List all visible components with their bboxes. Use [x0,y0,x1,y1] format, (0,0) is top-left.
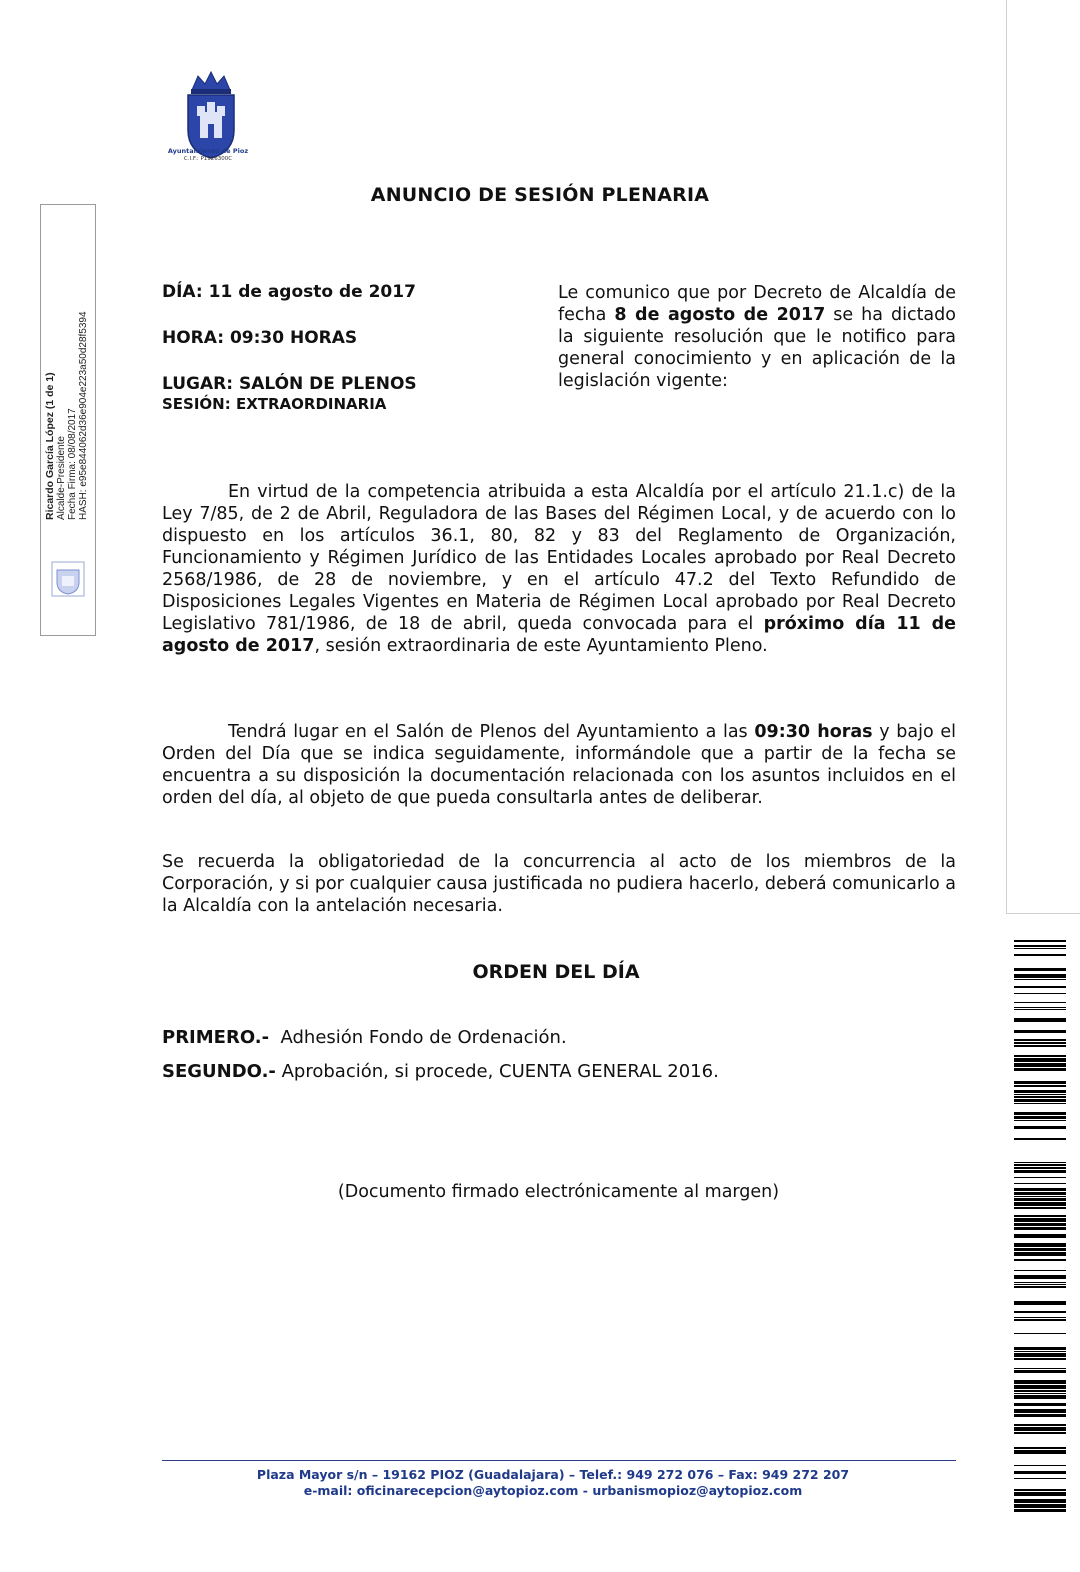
paragraph-competencia [162,481,956,657]
intro-date: 8 de agosto de 2017 [614,305,826,325]
agenda-item-text: Adhesión Fondo de Ordenación. [280,1027,567,1048]
agenda-item-label: PRIMERO.- [162,1027,270,1048]
barcode-icon [1014,940,1066,1515]
p1-date: próximo día 11 de agosto de 2017 [162,614,956,656]
agenda-title: ORDEN DEL DÍA [472,961,640,983]
signer-role: Alcalde-Presidente [56,436,67,520]
intro-after: se ha dictado la siguiente resolución que le notifico para general conocimiento y en aplicación de la legislación vigente: [558,305,956,391]
agenda-item [162,1061,719,1082]
entity-cif: C.I.F.: P1926300C [183,156,233,162]
session-place: LUGAR: SALÓN DE PLENOS [162,374,417,394]
intro-before: Le comunico que por Decreto de Alcaldía de fecha [558,283,956,325]
agenda-item-label: SEGUNDO.- [162,1061,276,1082]
session-time: HORA: 09:30 HORAS [162,328,358,348]
p1-after: , sesión extraordinaria de este Ayuntamiento Pleno. [314,636,768,656]
agenda-item [162,1027,567,1048]
intro-text [558,282,956,392]
footer-address: Plaza Mayor s/n – 19162 PIOZ (Guadalajara) – Telef.: 949 272 076 – Fax: 949 272 207 [256,1467,850,1482]
margin-line [1006,0,1007,914]
p1-before: En virtud de la competencia atribuida a esta Alcaldía por el artículo 21.1.c) de la Ley 7/85, de 2 de Abril, Reguladora de las Bases del Régimen Local, y de acuerdo con lo dispuesto en los artículos 36.1, 80, 82 y 83 del Reglamento de Organización, Funcionamiento y Régimen Jurídico de las Entidades Locales aprobado por Real Decreto 2568/1986, de 28 de noviembre, y en el artículo 47.2 del Texto Refundido de Disposiciones Legales Vigentes en Materia de Régimen Local aprobado por Real Decreto Legislativo 781/1986, de 18 de abril, queda convocada para el [162,482,956,634]
footer-divider [162,1460,956,1461]
footer-emails: e-mail: oficinarecepcion@aytopioz.com - urbanismopioz@aytopioz.com [303,1483,803,1498]
signature-hash: HASH: e95e844062d36e904e223a50d28f5394 [78,311,89,520]
p2-after: y bajo el Orden del Día que se indica seguidamente, informándole que a partir de la fecha se encuentra a su disposición la documentación relacionada con los asuntos incluidos en el orden del día, al objeto de que pueda consultarla antes de deliberar. [162,722,956,808]
paragraph-lugar [162,721,956,809]
agenda-item-text: Aprobación, si procede, CUENTA GENERAL 2016. [281,1061,719,1082]
signed-note: (Documento firmado electrónicamente al margen) [337,1182,780,1202]
signature-seal-icon [48,560,88,598]
p2-before: Tendrá lugar en el Salón de Plenos del Ayuntamiento a las [228,722,755,742]
document-title: ANUNCIO DE SESIÓN PLENARIA [370,184,710,206]
entity-name: Ayuntamiento de Pioz [167,147,249,155]
session-type: SESIÓN: EXTRAORDINARIA [162,395,387,413]
signer-name: Ricardo García López (1 de 1) [44,372,56,520]
signature-text [45,311,89,520]
paragraph-concurrencia: Se recuerda la obligatoriedad de la concurrencia al acto de los miembros de la Corporación, y si por cualquier causa justificada no pudiera hacerlo, deberá comunicarlo a la Alcaldía con la antelación necesaria. [162,852,956,916]
signature-date: Fecha Firma: 08/08/2017 [67,408,78,520]
p2-time: 09:30 horas [754,722,873,742]
margin-line-end [1006,913,1080,914]
session-day: DÍA: 11 de agosto de 2017 [162,282,416,302]
